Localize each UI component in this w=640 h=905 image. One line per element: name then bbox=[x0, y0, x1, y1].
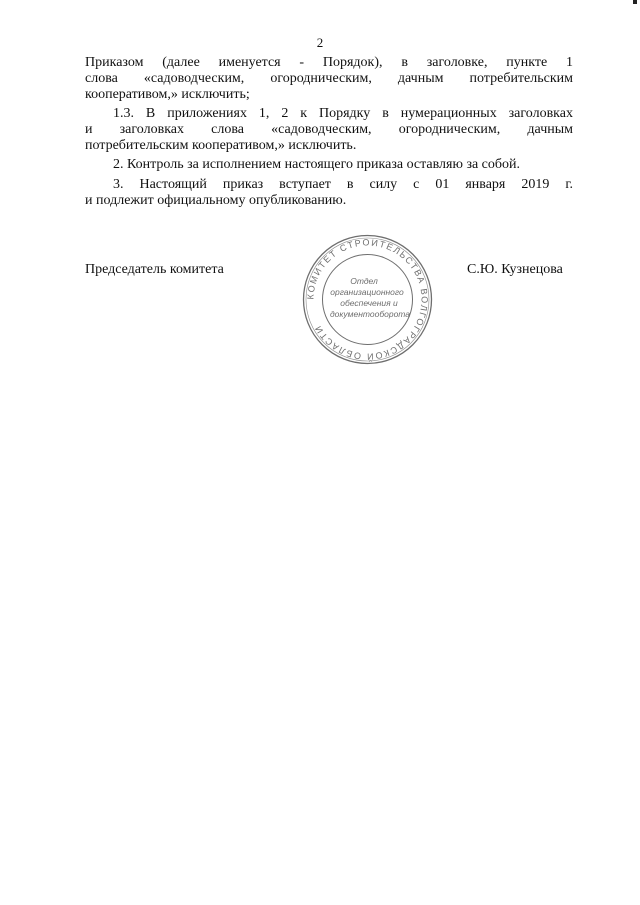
official-seal bbox=[300, 232, 435, 367]
seal-center-line: Отдел bbox=[350, 276, 378, 286]
text-line: 3. Настоящий приказ вступает в силу с 01 января 2019 г. bbox=[113, 177, 573, 192]
text-line: и заголовках слова «садоводческим, огородническим, дачным bbox=[85, 122, 573, 137]
paragraph-1-3 bbox=[85, 106, 573, 154]
text-line: слова «садоводческим, огородническим, дачным потребительским bbox=[85, 71, 573, 86]
paragraph-continuation bbox=[85, 55, 573, 103]
seal-center-line: документооборота bbox=[329, 309, 411, 319]
page-number: 2 bbox=[316, 35, 324, 50]
seal-center-line: обеспечения и bbox=[340, 298, 398, 308]
scan-artifact bbox=[633, 0, 637, 4]
seal-ring-text: КОМИТЕТ СТРОИТЕЛЬСТВА ВОЛГОГРАДСКОЙ ОБЛАСТИ bbox=[305, 237, 430, 362]
seal-center-line: организационного bbox=[330, 287, 404, 297]
text-line: потребительским кооперативом,» исключить. bbox=[85, 138, 357, 153]
text-line: и подлежит официальному опубликованию. bbox=[85, 193, 347, 208]
text-line: кооперативом,» исключить; bbox=[85, 87, 250, 102]
signature-name: С.Ю. Кузнецова bbox=[467, 262, 563, 277]
text-line: 2. Контроль за исполнением настоящего приказа оставляю за собой. bbox=[113, 157, 521, 172]
paragraph-3 bbox=[85, 177, 573, 209]
paragraph-2 bbox=[85, 157, 573, 173]
text-line: 1.3. В приложениях 1, 2 к Порядку в нумерационных заголовках bbox=[113, 106, 573, 121]
text-line: Приказом (далее именуется - Порядок), в заголовке, пункте 1 bbox=[85, 55, 573, 70]
signature-position: Председатель комитета bbox=[85, 262, 224, 277]
